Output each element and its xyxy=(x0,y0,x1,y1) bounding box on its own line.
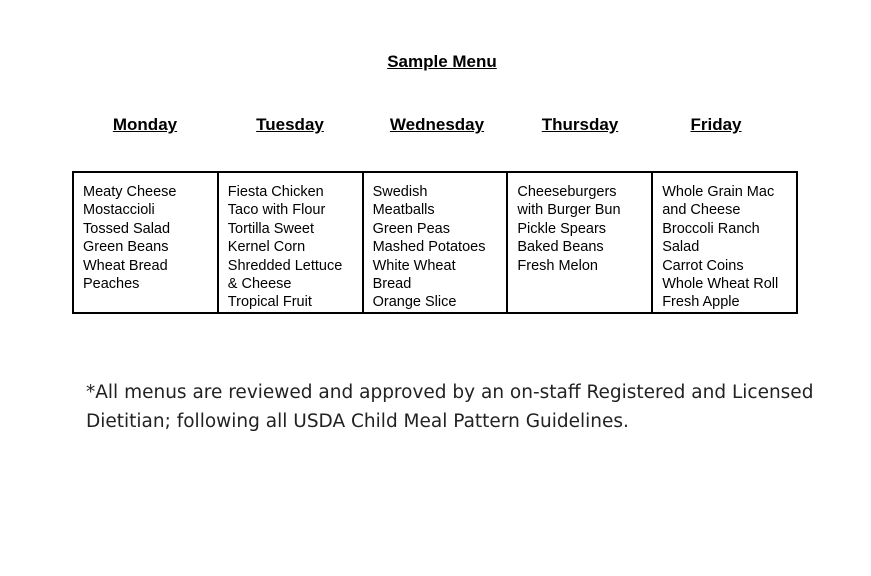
menu-item: Kernel Corn xyxy=(227,239,306,256)
menu-item: Whole Grain Mac xyxy=(662,184,775,200)
menu-cell-monday xyxy=(73,172,218,313)
day-header-thursday: Thursday xyxy=(541,115,619,134)
menu-item: Cheeseburgers xyxy=(517,184,617,200)
menu-item: Taco with Flour xyxy=(227,202,326,219)
dietitian-footnote xyxy=(86,378,846,436)
menu-item: and Cheese xyxy=(662,202,741,219)
menu-cell-thursday xyxy=(507,172,652,313)
day-header-tuesday: Tuesday xyxy=(256,115,324,134)
menu-item: Meaty Cheese xyxy=(83,184,177,200)
menu-item: Salad xyxy=(662,239,700,256)
menu-item: Green Peas xyxy=(372,220,450,237)
menu-item: Mashed Potatoes xyxy=(372,239,486,256)
menu-cell-wednesday xyxy=(363,172,508,313)
menu-item: White Wheat xyxy=(372,257,456,274)
menu-item: Pickle Spears xyxy=(517,220,607,237)
menu-item: Tortilla Sweet xyxy=(227,220,315,237)
footnote-line: *All menus are reviewed and approved by an on-staff Registered and Licensed xyxy=(86,382,814,403)
menu-item: Shredded Lettuce xyxy=(227,257,343,274)
menu-cell-friday xyxy=(652,172,797,313)
menu-cell-tuesday xyxy=(218,172,363,313)
menu-item: Broccoli Ranch xyxy=(662,220,760,237)
menu-item: Carrot Coins xyxy=(662,257,744,274)
page-title: Sample Menu xyxy=(387,52,497,71)
menu-item: with Burger Bun xyxy=(517,202,621,219)
menu-item: Bread xyxy=(372,276,412,293)
menu-item: Meatballs xyxy=(372,202,435,219)
menu-row xyxy=(73,172,797,313)
menu-item: Swedish xyxy=(372,184,428,200)
menu-item: & Cheese xyxy=(227,276,292,293)
menu-item: Peaches xyxy=(83,276,140,293)
menu-item: Fresh Melon xyxy=(517,257,598,274)
menu-item: Whole Wheat Roll xyxy=(662,276,779,293)
menu-item: Green Beans xyxy=(83,239,169,256)
day-header-friday: Friday xyxy=(690,115,742,134)
menu-item: Fiesta Chicken xyxy=(227,184,324,200)
menu-item: Wheat Bread xyxy=(83,257,168,274)
menu-item: Orange Slice xyxy=(372,294,457,311)
day-header-monday: Monday xyxy=(112,115,178,134)
menu-item: Tossed Salad xyxy=(83,220,171,237)
day-header-wednesday: Wednesday xyxy=(389,115,485,134)
menu-item: Mostaccioli xyxy=(83,202,155,219)
footnote-line: Dietitian; following all USDA Child Meal Pattern Guidelines. xyxy=(86,411,629,432)
menu-item: Fresh Apple xyxy=(662,294,740,311)
menu-item: Baked Beans xyxy=(517,239,604,256)
menu-table xyxy=(72,171,798,314)
menu-item: Tropical Fruit xyxy=(227,294,312,311)
